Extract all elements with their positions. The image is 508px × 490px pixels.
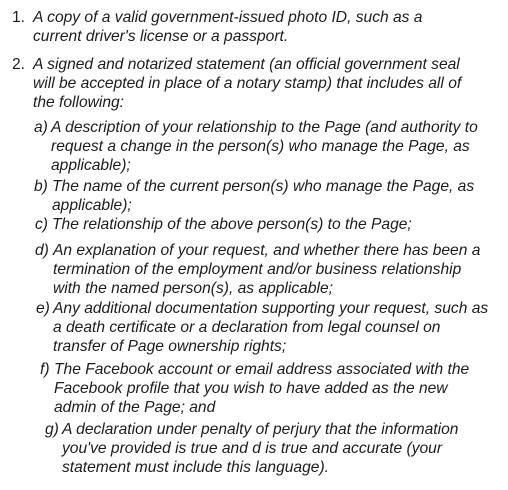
list-item-1 — [12, 8, 492, 46]
sub-item-text: A description of your relationship to the Page (and authority to request a change in the person(s) who manage the Page, as applicable); — [51, 119, 478, 174]
sub-item-label: d) — [35, 242, 49, 259]
list-item-number: 1. — [12, 9, 26, 26]
list-item-text: A copy of a valid government-issued photo ID, such as a current driver's license or a passport. — [33, 9, 423, 45]
sub-item-text: A declaration under penalty of perjury that the information you've provided is true and d is true and accurate (your statement must include this language). — [62, 421, 459, 476]
sub-item-f — [40, 360, 506, 417]
sub-item-label: f) — [40, 361, 50, 378]
sub-item-d — [35, 241, 505, 298]
list-item-2 — [12, 55, 492, 112]
sub-item-text: The relationship of the above person(s) to the Page; — [52, 216, 412, 233]
sub-item-a — [34, 118, 504, 175]
sub-item-text: Any additional documentation supporting your request, such as a death certificate or a declaration from legal counsel on transfer of Page ownership rights; — [53, 300, 489, 355]
sub-item-c — [35, 215, 505, 234]
list-item-text: A signed and notarized statement (an official government seal will be accepted in place of a notary stamp) that includes all of the following: — [33, 56, 462, 111]
sub-item-label: a) — [34, 119, 48, 136]
sub-item-text: The name of the current person(s) who manage the Page, as applicable); — [52, 178, 475, 214]
sub-item-text: The Facebook account or email address associated with the Facebook profile that you wish to have added as the new admin of the Page; and — [54, 361, 470, 416]
sub-item-label: e) — [36, 300, 50, 317]
sub-item-e — [36, 299, 506, 356]
sub-item-text: An explanation of your request, and whether there has been a termination of the employment and/or business relationship with the named person(s), as applicable; — [53, 242, 481, 297]
sub-item-label: c) — [35, 216, 48, 233]
sub-item-label: g) — [45, 421, 59, 438]
sub-item-label: b) — [34, 178, 48, 195]
sub-item-g — [45, 420, 505, 477]
sub-item-b — [34, 177, 504, 215]
list-item-number: 2. — [12, 56, 26, 73]
